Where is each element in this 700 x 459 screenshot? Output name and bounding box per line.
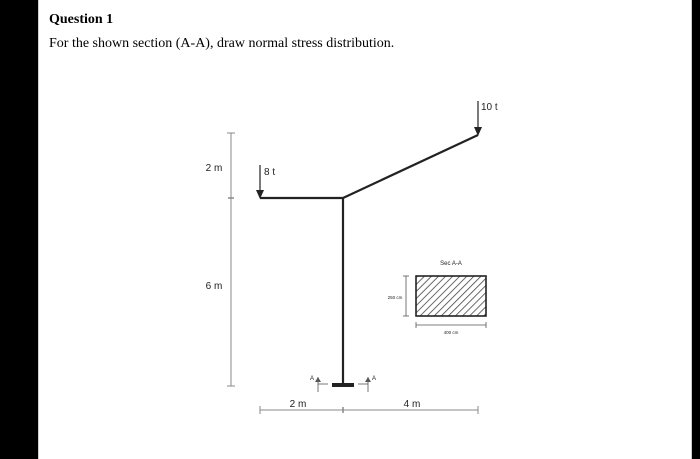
upper-height-label: 2 m (205, 163, 223, 174)
question-text: For the shown section (A-A), draw normal stress distribution. (49, 36, 395, 51)
section-height-label: 250 cm (387, 295, 403, 300)
question-title: Question 1 (49, 12, 114, 27)
section-marker-right: A (372, 376, 377, 382)
right-span-label: 4 m (403, 399, 421, 410)
section-width-dimension (416, 322, 486, 328)
left-load-label: 8 t (264, 167, 276, 178)
section-title: Sec A-A (440, 261, 462, 267)
lower-height-label: 6 m (205, 281, 223, 292)
section-marker-left: A (309, 376, 314, 382)
section-cut-left (315, 377, 328, 392)
right-load-label: 10 t (481, 102, 498, 113)
left-load-arrow (256, 165, 264, 199)
vertical-dimension (227, 133, 235, 386)
section-rectangle (416, 276, 486, 316)
section-width-label: 400 cm (443, 330, 459, 335)
section-cut-right (358, 377, 371, 392)
left-span-label: 2 m (289, 399, 307, 410)
section-height-dimension (403, 276, 409, 316)
